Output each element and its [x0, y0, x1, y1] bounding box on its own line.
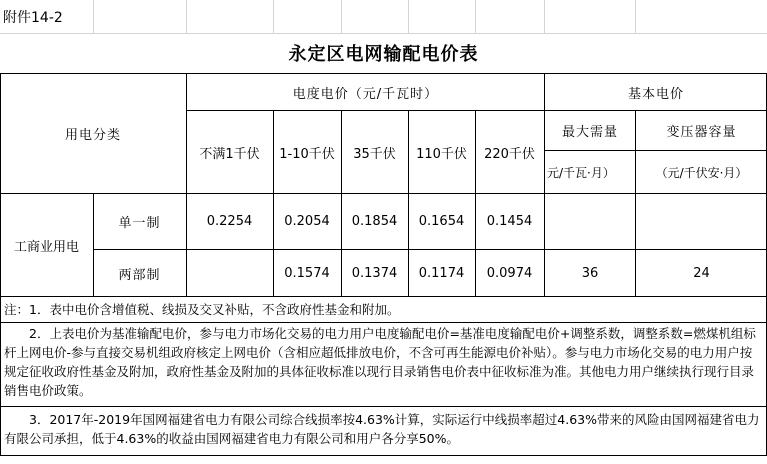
- gridline: [635, 0, 636, 33]
- attachment-label: 附件14-2: [3, 9, 63, 26]
- gridline: [341, 0, 342, 33]
- price-cell: 0.1574: [284, 265, 330, 281]
- gridline: [273, 0, 274, 33]
- gridline: [408, 0, 409, 33]
- table-border: [0, 406, 767, 407]
- header-voltage-level: 110千伏: [416, 146, 467, 162]
- gridline: [93, 0, 94, 33]
- price-cell: [186, 250, 273, 296]
- page-title: 永定区电网输配电价表: [288, 44, 479, 65]
- note-2: 2．上表电价为基准输配电价，参与电力市场化交易的电力用户电度输配电价=基准电度输配电价+调整系数，调整系数=燃煤机组标杆上网电价-参与直接交易机组政府核定上网电价（含相应超低排放电价，不含可再生能源电价补贴）。参与电力市场化交易的电力用户按规定征收政府性基金及附加，政府性基金及附加的具体征收标准以现行目录销售电价表中征收标准为准。其他电力用户继续执行现行目录销售电价政策。: [4, 326, 756, 398]
- table-border: [0, 455, 767, 456]
- transformer-cell: [636, 194, 767, 249]
- table-border: [0, 296, 767, 297]
- transformer-cell: 24: [693, 265, 710, 281]
- header-transformer-capacity: 变压器容量: [666, 125, 737, 140]
- note-1: 注：1．表中电价含增值税、线损及交叉补贴，不含政府性基金和附加。: [4, 302, 400, 317]
- header-category: 用电分类: [64, 128, 121, 143]
- header-transformer-unit: （元/千伏安·月）: [655, 165, 748, 180]
- gridline: [544, 0, 545, 33]
- header-max-demand-unit: 元/千瓦·月）: [547, 165, 615, 180]
- price-cell: 0.1374: [351, 265, 398, 281]
- header-basic-price: 基本电价: [627, 86, 684, 102]
- price-cell: 0.2254: [206, 214, 253, 229]
- header-voltage-level: 220千伏: [484, 146, 535, 162]
- row-name: 单一制: [118, 216, 161, 231]
- max-demand-cell: [545, 194, 635, 249]
- header-max-demand: 最大需量: [561, 125, 618, 140]
- price-cell: 0.1174: [418, 265, 465, 281]
- header-voltage-level: 35千伏: [353, 146, 396, 162]
- max-demand-cell: 36: [581, 265, 599, 281]
- price-cell: 0.1654: [418, 214, 465, 229]
- note-3: 3．2017年-2019年国网福建省电力有限公司综合线损率按4.63%计算，实际运行中线损率超过4.63%带来的风险由国网福建省电力有限公司承担，低于4.63%的收益由国网福建省电力有限公司和用户各分享50%。: [4, 412, 760, 446]
- gridline: [186, 0, 187, 33]
- header-voltage-level: 1-10千伏: [279, 146, 335, 162]
- table-border: [0, 322, 767, 323]
- price-cell: 0.2054: [284, 214, 330, 229]
- header-voltage-level: 不满1千伏: [199, 146, 260, 162]
- price-cell: 0.1854: [351, 214, 398, 229]
- gridline: [475, 0, 476, 33]
- price-cell: 0.0974: [486, 265, 533, 281]
- row-name: 两部制: [118, 267, 161, 283]
- header-energy-price: 电度电价（元/千瓦时）: [292, 86, 439, 102]
- price-cell: 0.1454: [486, 214, 533, 229]
- group-label: 工商业用电: [13, 239, 79, 255]
